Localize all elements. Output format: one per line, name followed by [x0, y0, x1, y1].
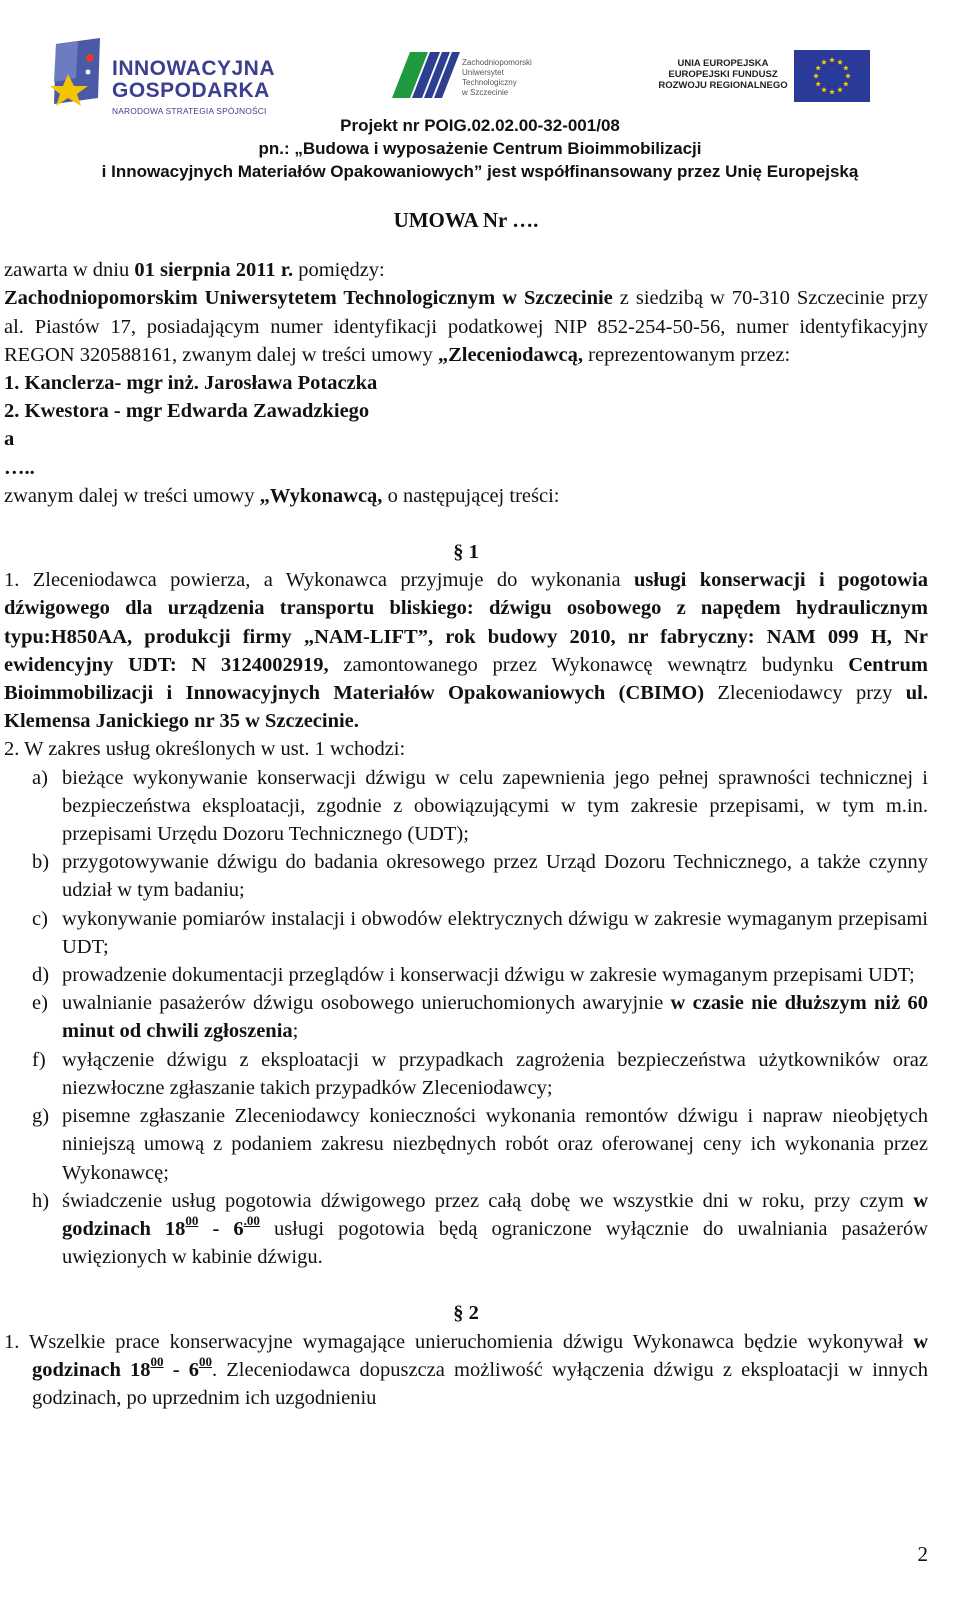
- section-1-paragraph-2: 2. W zakres usług określonych w ust. 1 wchodzi:: [4, 738, 406, 761]
- s2p1a: 1. Wszelkie prace konserwacyjne wymagające unieruchomienia dźwigu Wykonawca będzie wykonywał: [4, 1330, 914, 1353]
- list-item: [4, 1046, 928, 1102]
- representative-2: [4, 397, 928, 425]
- section-2-heading: [4, 1299, 928, 1327]
- item-text: ;: [292, 1020, 299, 1043]
- ig-line3: NARODOWA STRATEGIA SPÓJNOŚCI: [112, 106, 267, 116]
- star-flag-icon: [48, 38, 104, 106]
- header-logos: [0, 0, 960, 116]
- item-text: wyłączenie dźwigu z eksploatacji w przypadkach zagrożenia bezpieczeństwa użytkowników oraz niezwłoczne zgłaszanie takich przypadków Zleceniodawcy;: [62, 1048, 928, 1099]
- page-number: 2: [917, 1542, 928, 1566]
- list-item: [4, 989, 928, 1045]
- eu-flag-icon: [794, 50, 870, 102]
- service-scope: usługi konserwacji i pogotowia dźwigowego dla urządzenia transportu bliskiego: dźwigu osobowego z napędem hydraulicznym typu:H850AA, produkcji firmy „NAM-LIFT”, rok budowy 2010, nr fabryczny: NAM 099 H, Nr ewidencyjny UDT: N 3124002919,: [4, 569, 928, 676]
- hours-from: w godzinach 18: [62, 1189, 928, 1240]
- list-item: [4, 1187, 928, 1272]
- s2-hours-to-minutes: 00: [198, 1353, 212, 1369]
- list-item: [4, 905, 928, 961]
- document-body: [4, 206, 928, 1412]
- eu-logo: [658, 48, 878, 104]
- item-text: bieżące wykonywanie konserwacji dźwigu w celu zapewnienia jego pełnej sprawności technicznej i bezpieczeństwa eksploatacji, zgodnie z obowiązującymi w tym zakresie przepisami, w tym m.in. przepisami Urzędu Dozoru Technicznego (UDT);: [62, 766, 928, 846]
- list-item: [4, 961, 928, 989]
- intro-between: pomiędzy:: [293, 259, 385, 282]
- contract-date: 01 sierpnia 2011 r.: [134, 259, 294, 282]
- list-item: [4, 1102, 928, 1187]
- zut-line: Uniwersytet: [462, 68, 504, 77]
- hours-to: - 6: [198, 1217, 244, 1240]
- contractor-alias: „Wykonawcą,: [259, 484, 383, 507]
- s2-hours-to: - 6: [163, 1358, 199, 1381]
- zut-line: Zachodniopomorski: [462, 58, 532, 67]
- list-item: [4, 848, 928, 904]
- list-item: [4, 764, 928, 849]
- rep2-text: 2. Kwestora - mgr Edwarda Zawadzkiego: [4, 400, 370, 423]
- project-number: Projekt nr POIG.02.02.00-32-001/08: [340, 116, 620, 135]
- eu-fund-name: [658, 58, 788, 91]
- item-text: usługi pogotowia będą ograniczone wyłącznie do uwalniania pasażerów uwięzionych w kabinie dźwigu.: [62, 1217, 928, 1269]
- party-details: z siedzibą w 70-310 Szczecinie przy al. Piastów 17, posiadającym numer identyfikacji podatkowej NIP 852-254-50-56, numer identyfikacyjny REGON 320588161, zwanym dalej w treści umowy: [4, 287, 928, 366]
- s2-hours-from: w godzinach 18: [32, 1330, 928, 1381]
- and-text: a: [4, 428, 15, 451]
- hours-to-minutes: .00: [243, 1213, 260, 1229]
- and-line: [4, 425, 928, 453]
- item-letter: f): [32, 1048, 46, 1071]
- item-letter: c): [32, 907, 48, 930]
- s1p1e: Zleceniodawcy przy: [704, 682, 906, 705]
- item-letter: b): [32, 851, 50, 874]
- ig-line2: GOSPODARKA: [112, 79, 270, 102]
- item-text: prowadzenie dokumentacji przeglądów i konserwacji dźwigu w zakresie wymaganym przepisami UDT;: [62, 964, 915, 987]
- section-1-heading-text: § 1: [453, 541, 479, 564]
- service-list: [4, 764, 928, 1272]
- s2-hours-from-minutes: 00: [150, 1353, 164, 1369]
- representative-1: [4, 369, 928, 397]
- item-letter: h): [32, 1189, 50, 1212]
- contractor-dots: …..: [4, 456, 35, 479]
- building-name: Centrum Bioimmobilizacji i Innowacyjnych Materiałów Opakowaniowych (CBIMO): [4, 653, 928, 705]
- item-text: uwalnianie pasażerów dźwigu osobowego unieruchomionych awaryjnie: [62, 992, 671, 1015]
- eu-line: ROZWOJU REGIONALNEGO: [658, 80, 788, 91]
- ig-line1: INNOWACYJNA: [112, 57, 276, 80]
- item-letter: g): [32, 1105, 50, 1128]
- contractor-placeholder: [4, 454, 928, 482]
- eu-line: EUROPEJSKI FUNDUSZ: [668, 69, 778, 80]
- s1p1a: 1. Zleceniodawca powierza, a Wykonawca przyjmuje do wykonania: [4, 569, 634, 592]
- section-1-heading: [4, 538, 928, 566]
- zut-name: [462, 58, 532, 98]
- item-letter: a): [32, 766, 48, 789]
- item-letter: d): [32, 964, 50, 987]
- hours-from-minutes: 00: [185, 1213, 199, 1229]
- section-2-paragraph-1: [4, 1328, 928, 1413]
- zut-stripes-icon: [388, 50, 462, 100]
- s2p1d: . Zleceniodawca dopuszcza możliwość wyłączenia dźwigu z eksploatacji w innych godzinach, po uprzednim ich uzgodnieniu: [32, 1358, 928, 1409]
- project-header: [0, 114, 960, 183]
- contract-title: UMOWA Nr ….: [393, 208, 539, 232]
- item-text: świadczenie usług pogotowia dźwigowego przez całą dobę we wszystkie dni w roku, przy czym: [62, 1189, 914, 1212]
- party-alias: „Zleceniodawcą,: [437, 343, 584, 366]
- intro-prefix: zawarta w dniu: [4, 259, 135, 282]
- contractor-prefix: zwanym dalej w treści umowy: [4, 484, 260, 507]
- item-text: wykonywanie pomiarów instalacji i obwodów elektrycznych dźwigu w zakresie wymaganym przepisami UDT;: [62, 907, 928, 958]
- project-name-line1: pn.: „Budowa i wyposażenie Centrum Bioimmobilizacji: [258, 139, 702, 158]
- eu-line: UNIA EUROPEJSKA: [677, 58, 769, 69]
- section-1-paragraph-1: [4, 566, 928, 735]
- item-text: pisemne zgłaszanie Zleceniodawcy konieczności wykonania remontów dźwigu i napraw nieobjętych niniejszą umową z podaniem zakresu niezbędnych robót oraz oferowanej ceny ich wykonania przez Wykonawcę;: [62, 1105, 928, 1184]
- s1p1c: zamontowanego przez Wykonawcę wewnątrz budynku: [328, 653, 849, 676]
- party-name: Zachodniopomorskim Uniwersytetem Technologicznym w Szczecinie: [4, 287, 613, 310]
- innowacyjna-gospodarka-logo: [48, 36, 288, 116]
- rep1-text: 1. Kanclerza- mgr inż. Jarosława Potaczka: [4, 372, 378, 395]
- zut-line: Technologiczny: [462, 78, 517, 87]
- section-2-heading-text: § 2: [453, 1302, 479, 1325]
- building-address: ul. Klemensa Janickiego nr 35 w Szczecinie.: [4, 682, 928, 733]
- contractor-line: [4, 482, 928, 510]
- zut-line: w Szczecinie: [462, 88, 509, 97]
- party-description: [4, 284, 928, 369]
- contractor-suffix: o następującej treści:: [382, 484, 560, 507]
- item-text-bold: w czasie nie dłuższym niż 60 minut od chwili zgłoszenia: [62, 992, 928, 1043]
- intro-date-line: [4, 256, 928, 284]
- item-letter: e): [32, 992, 48, 1015]
- represented-by: reprezentowanym przez:: [583, 343, 791, 366]
- project-name-line2: i Innowacyjnych Materiałów Opakowaniowych” jest współfinansowany przez Unię Europejską: [101, 162, 859, 181]
- item-text: przygotowywanie dźwigu do badania okresowego przez Urząd Dozoru Technicznego, a także czynny udział w tym badaniu;: [62, 851, 928, 902]
- zut-logo: [388, 48, 568, 108]
